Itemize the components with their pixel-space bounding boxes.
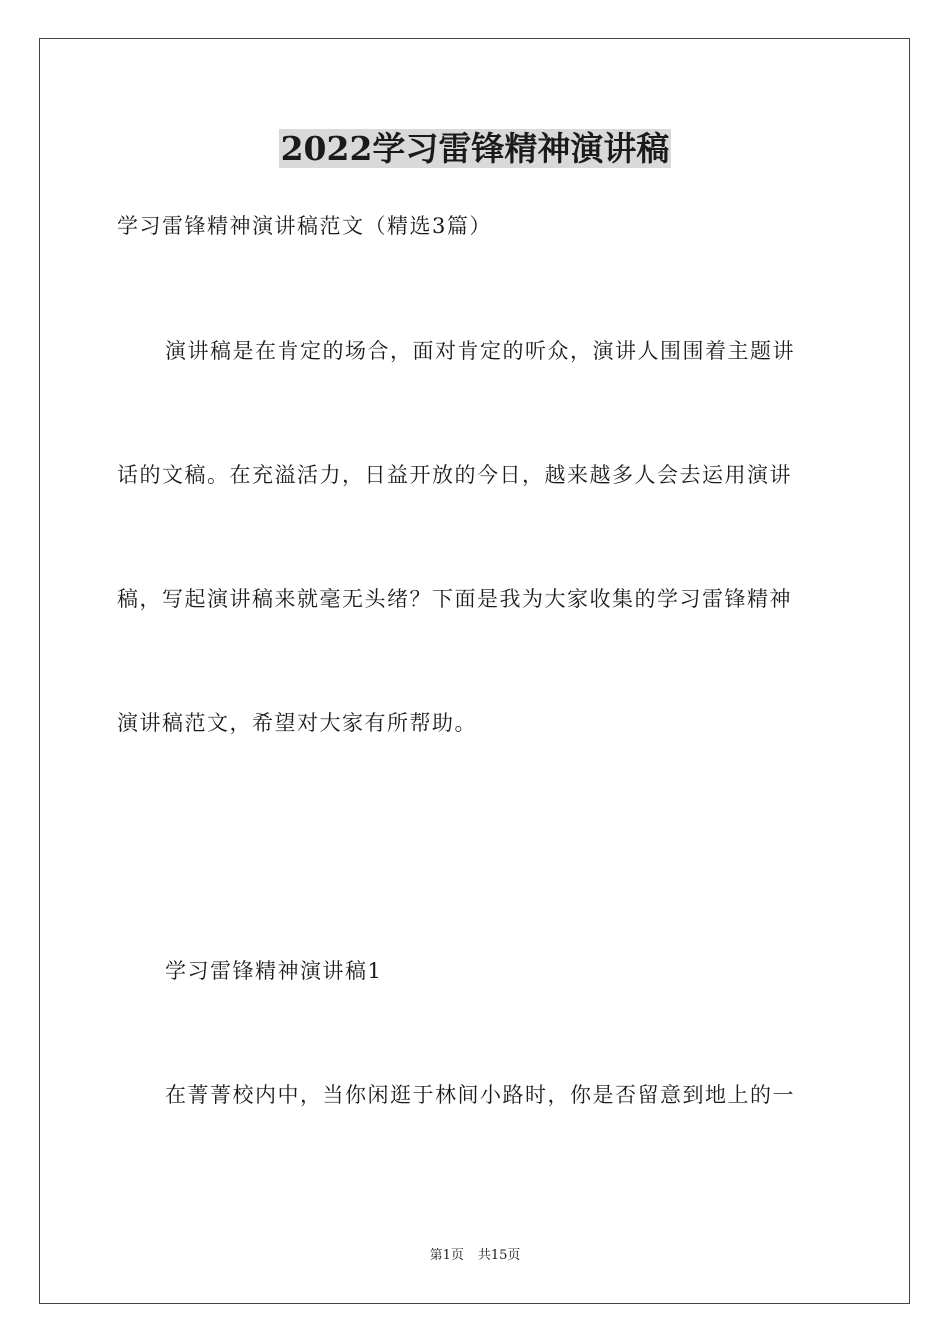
document-title: [0, 126, 950, 172]
paragraph-line: 在菁菁校内中，当你闲逛于林间小路时，你是否留意到地上的一: [165, 1083, 795, 1107]
page-number-current: 第1页: [429, 1248, 464, 1263]
document-title-text: 2022学习雷锋精神演讲稿: [280, 129, 670, 168]
paragraph-line: 演讲稿是在肯定的场合，面对肯定的听众，演讲人围围着主题讲: [165, 339, 795, 363]
paragraph-line: 话的文稿。在充溢活力，日益开放的今日，越来越多人会去运用演讲: [117, 463, 792, 487]
document-subtitle: 学习雷锋精神演讲稿范文（精选3篇）: [117, 214, 492, 238]
paragraph-line: 演讲稿范文，希望对大家有所帮助。: [117, 711, 477, 735]
page-footer: [0, 1247, 950, 1265]
section-heading: 学习雷锋精神演讲稿1: [165, 959, 383, 983]
paragraph-line: 稿，写起演讲稿来就毫无头绪？下面是我为大家收集的学习雷锋精神: [117, 587, 792, 611]
page-number-total: 共15页: [477, 1248, 521, 1263]
